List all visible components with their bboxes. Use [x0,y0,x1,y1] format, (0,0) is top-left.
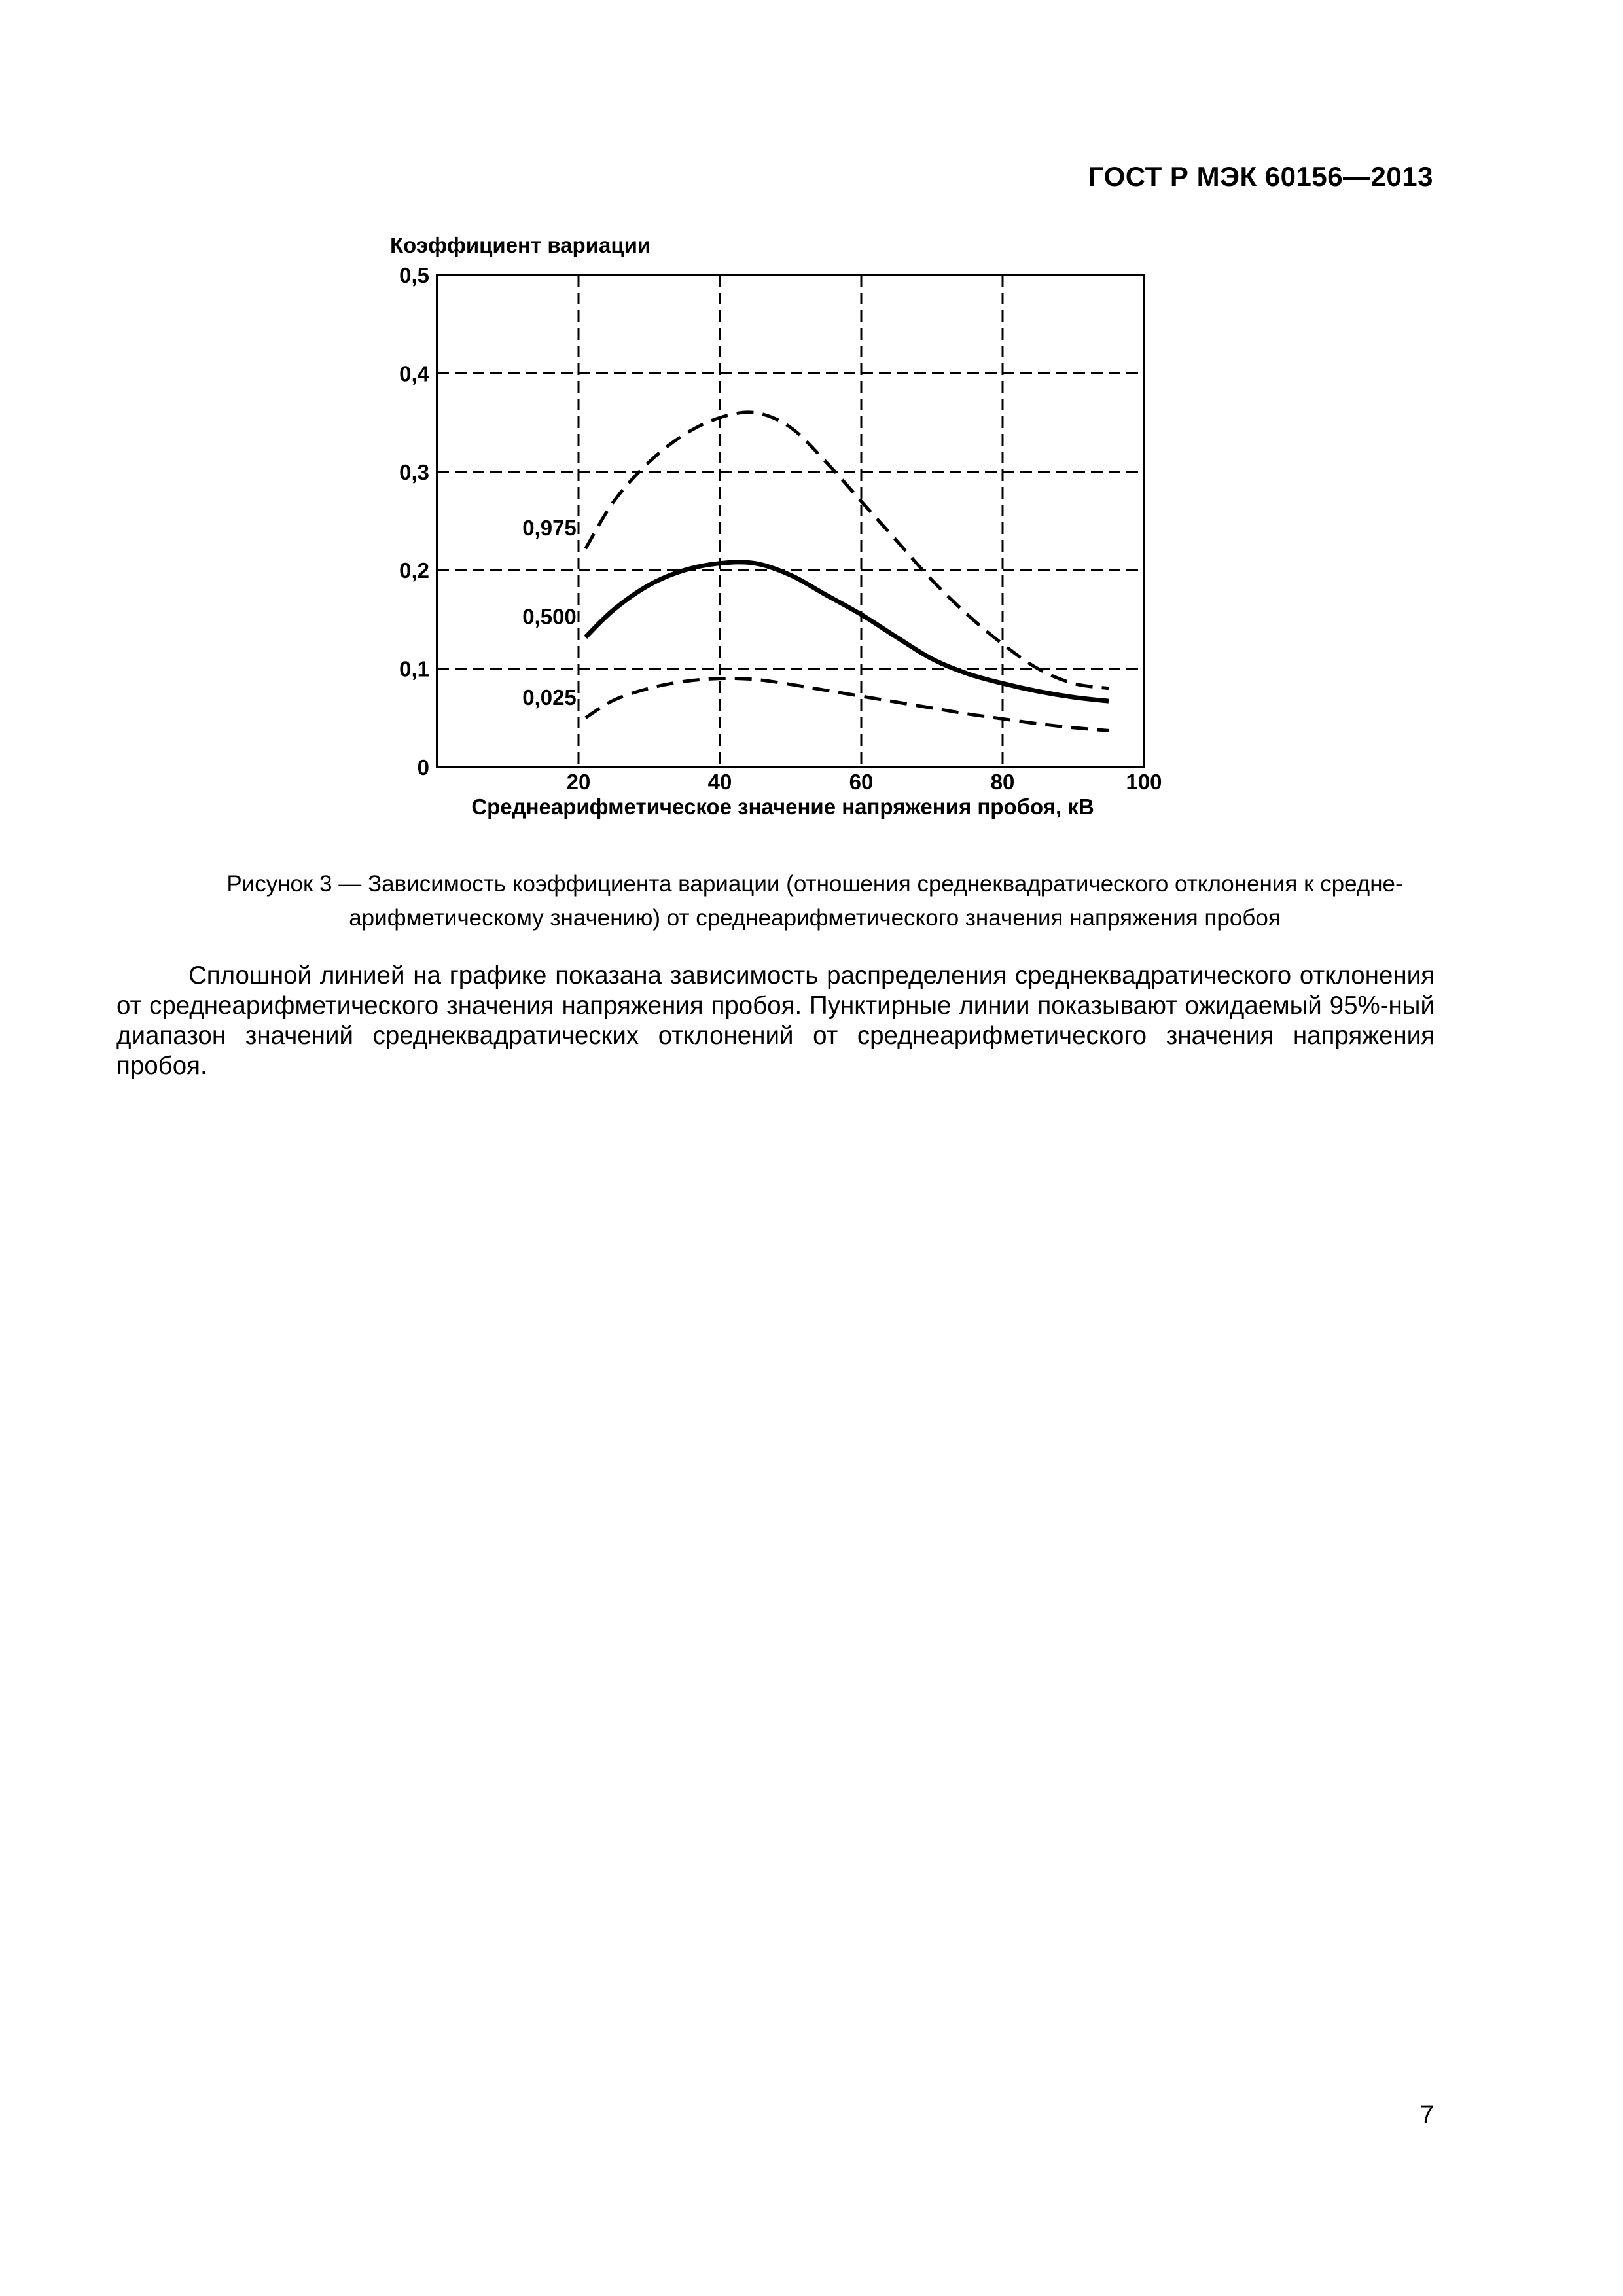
series-label: 0,975 [522,516,577,541]
x-tick-label: 100 [1126,770,1162,794]
y-tick-label: 0 [417,755,429,780]
series-line [586,562,1109,701]
y-tick-label: 0,1 [399,656,429,681]
y-tick-label: 0,5 [399,263,429,287]
body-paragraph: Сплошной линией на графике показана зависимость распределения среднеквадратического отклонения от среднеарифметического значения напряжения пробоя. Пунктирные линии показывают ожидаемый 95%-ный диапазон значений среднеквадратических отклонений от среднеарифметического значения напряжения пробоя. [116,961,1435,1080]
standard-header: ГОСТ Р МЭК 60156—2013 [1088,161,1433,192]
series-line [586,412,1109,689]
figure-caption-line-2: арифметическому значению) от среднеарифметического значения напряжения пробоя [349,905,1281,931]
y-axis-label: Коэффициент вариации [390,233,651,257]
x-axis-label: Среднеарифметическое значение напряжения пробоя, кВ [471,795,1094,819]
x-tick-label: 40 [707,770,732,794]
x-tick-label: 80 [990,770,1015,794]
y-tick-label: 0,3 [399,459,429,484]
page-number: 7 [1420,2101,1435,2128]
y-tick-label: 0,2 [399,558,429,583]
chart-svg [366,223,1191,831]
series-label: 0,500 [522,604,577,629]
x-tick-label: 20 [566,770,591,794]
figure-caption-line-1: Рисунок 3 — Зависимость коэффициента вариации (отношения среднеквадратического отклонения к средне- [226,871,1403,897]
coefficient-of-variation-chart [366,223,1191,831]
series-line [586,678,1109,730]
x-tick-label: 60 [849,770,874,794]
figure-caption [111,867,1518,935]
series-label: 0,025 [522,685,577,709]
y-tick-label: 0,4 [399,361,429,386]
